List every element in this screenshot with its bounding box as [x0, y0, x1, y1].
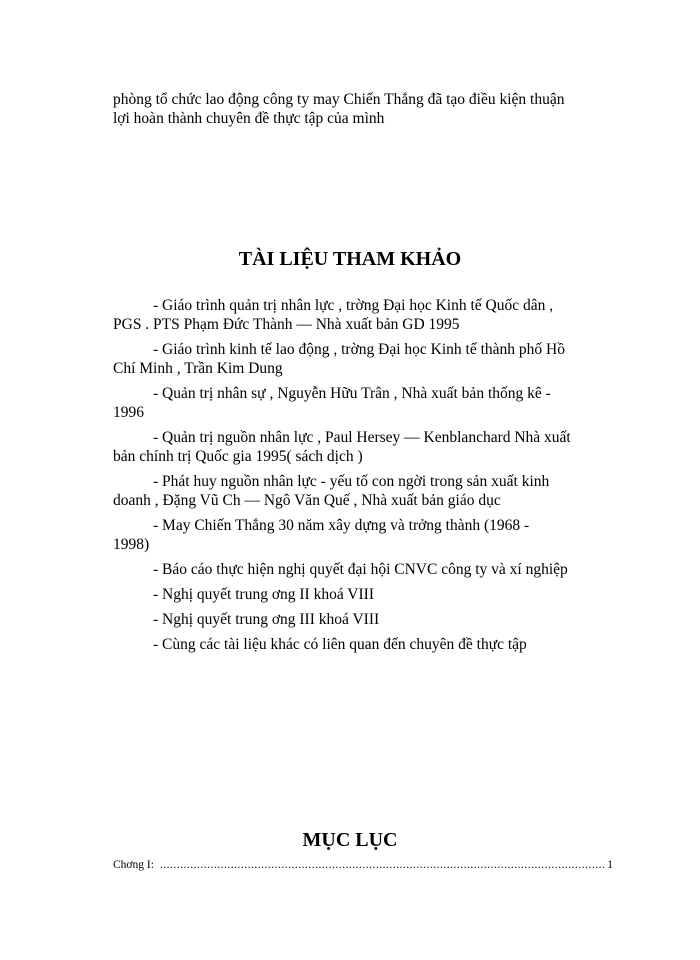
reference-line: - Nghị quyết trung ơng III khoá VIII	[153, 611, 380, 628]
reference-line: - Nghị quyết trung ơng II khoá VIII	[153, 586, 374, 603]
reference-line: - Cùng các tài liệu khác có liên quan đến chuyên đề thực tập	[153, 636, 527, 653]
reference-line: - Báo cáo thực hiện nghị quyết đại hội CNVC công ty và xí nghiệp	[153, 561, 568, 578]
intro-line: phòng tổ chức lao động công ty may Chiến Thắng đã tạo điều kiện thuận	[113, 91, 565, 108]
toc-entry-page: 1	[607, 859, 613, 871]
reference-line: - Phát huy nguồn nhân lực - yếu tố con ngời trong sản xuất kinh	[153, 473, 550, 490]
references-heading: TÀI LIỆU THAM KHẢO	[238, 248, 462, 270]
reference-line: 1996	[113, 404, 144, 421]
reference-line: PGS . PTS Phạm Đức Thành — Nhà xuất bản GD 1995	[113, 316, 460, 333]
reference-line: - Giáo trình kinh tế lao động , trờng Đại học Kinh tế thành phố Hồ	[153, 341, 565, 358]
intro-paragraph	[113, 90, 633, 128]
reference-item	[113, 610, 623, 629]
reference-item	[113, 635, 623, 654]
toc-leader-dots	[160, 858, 606, 872]
toc-entry[interactable]	[113, 858, 613, 872]
reference-item	[113, 296, 623, 334]
reference-item	[113, 384, 623, 422]
reference-line: doanh , Đặng Vũ Ch — Ngô Văn Quế , Nhà xuất bản giáo dục	[113, 492, 501, 509]
reference-item	[113, 472, 623, 510]
references-list	[113, 296, 623, 660]
reference-line: - May Chiến Thắng 30 năm xây dựng và trởng thành (1968 -	[153, 517, 530, 534]
reference-line: 1998)	[113, 536, 150, 553]
reference-item	[113, 516, 623, 554]
reference-line: Chí Minh , Trần Kim Dung	[113, 360, 283, 377]
reference-line: - Giáo trình quản trị nhân lực , trờng Đại học Kinh tế Quốc dân ,	[153, 297, 554, 314]
table-of-contents	[113, 858, 613, 872]
reference-item	[113, 428, 623, 466]
intro-line: lợi hoàn thành chuyên đề thực tập của mình	[113, 110, 385, 127]
reference-line: - Quản trị nhân sự , Nguyễn Hữu Trân , Nhà xuất bản thống kê -	[153, 385, 551, 402]
reference-item	[113, 560, 623, 579]
reference-item	[113, 585, 623, 604]
toc-heading: MỤC LỤC	[302, 829, 398, 851]
toc-entry-label: Chơng I:	[113, 859, 154, 871]
reference-line: bản chính trị Quốc gia 1995( sách dịch )	[113, 448, 363, 465]
reference-line: - Quản trị nguồn nhân lực , Paul Hersey — Kenblanchard Nhà xuất	[153, 429, 571, 446]
reference-item	[113, 340, 623, 378]
